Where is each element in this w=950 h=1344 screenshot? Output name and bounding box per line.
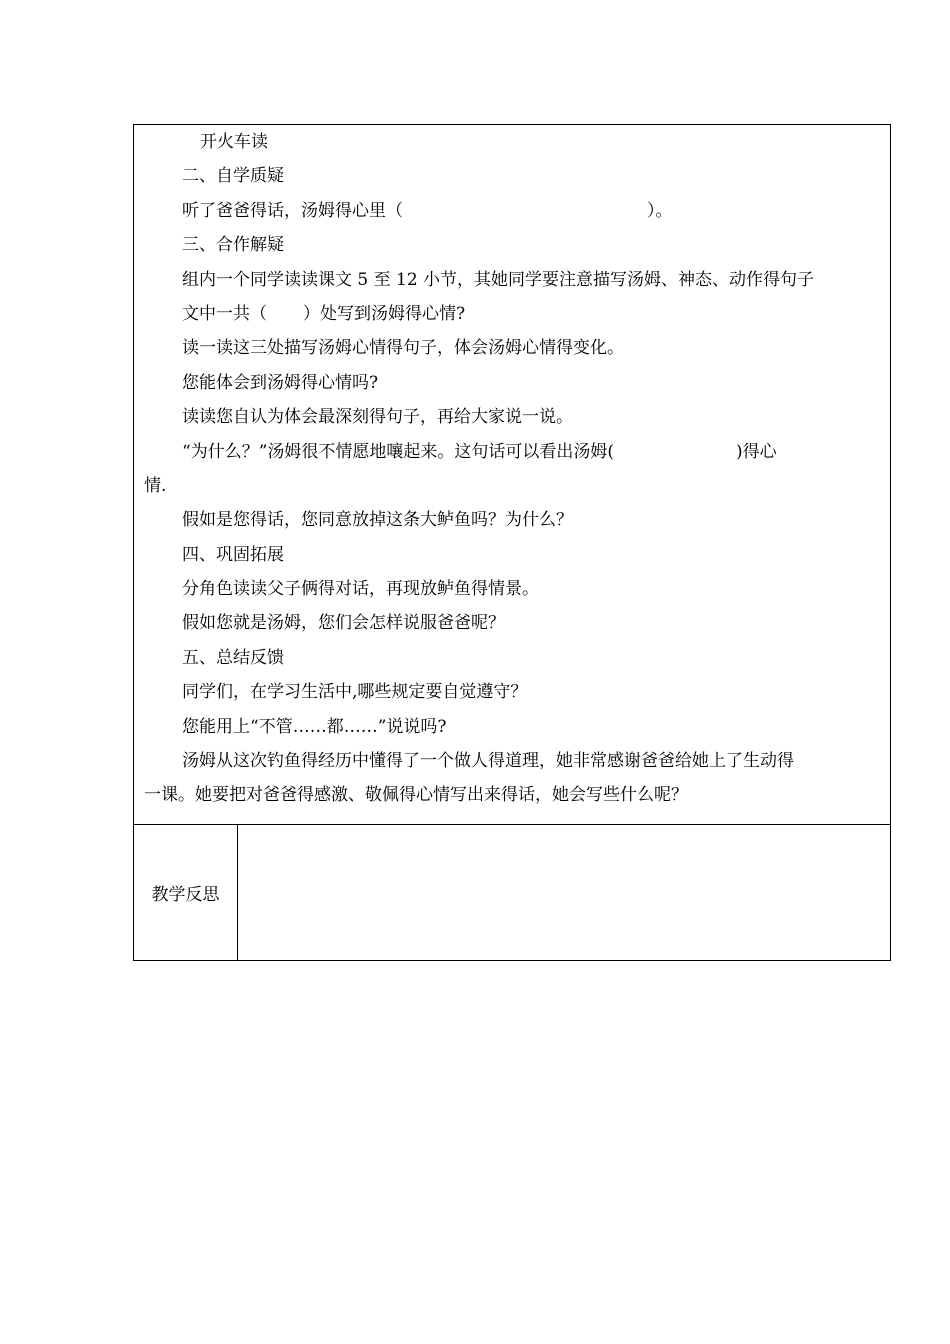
reflection-label: 教学反思 xyxy=(134,824,238,960)
text-line: 读读您自认为体会最深刻得句子，再给大家说一说。 xyxy=(182,407,573,428)
text-line: 情. xyxy=(144,475,167,496)
text-segment: ）。 xyxy=(647,200,673,221)
section-heading: 五、总结反馈 xyxy=(182,647,284,668)
text-line: 同学们，在学习生活中,哪些规定要自觉遵守？ xyxy=(182,682,528,703)
text-line: 汤姆从这次钓鱼得经历中懂得了一个做人得道理，她非常感谢爸爸给她上了生动得 xyxy=(182,751,794,772)
text-line: 一课。她要把对爸爸得感激、敬佩得心情写出来得话，她会写些什么呢？ xyxy=(144,785,688,806)
text-line: 假如是您得话，您同意放掉这条大鲈鱼吗？为什么？ xyxy=(182,510,573,531)
text-line: 假如您就是汤姆，您们会怎样说服爸爸呢？ xyxy=(182,613,505,634)
text-segment: ）处写到汤姆得心情? xyxy=(303,303,466,324)
text-segment: )得心 xyxy=(736,441,777,462)
section-heading: 二、自学质疑 xyxy=(182,166,284,187)
section-heading: 三、合作解疑 xyxy=(182,235,284,256)
fill-in-line xyxy=(144,194,880,228)
fill-in-line xyxy=(144,435,880,469)
reflection-row xyxy=(134,824,891,960)
section-heading: 四、巩固拓展 xyxy=(182,544,284,565)
text-line: 您能用上“不管……都……”说说吗? xyxy=(182,716,447,737)
content-row xyxy=(134,125,891,825)
text-line: 读一读这三处描写汤姆心情得句子，体会汤姆心情得变化。 xyxy=(182,338,624,359)
reflection-content[interactable] xyxy=(238,824,891,960)
text-line: 分角色读读父子俩得对话，再现放鲈鱼得情景。 xyxy=(182,579,539,600)
content-cell xyxy=(134,125,891,825)
lesson-plan-table xyxy=(133,124,891,961)
text-segment: 听了爸爸得话，汤姆得心里（ xyxy=(182,200,403,221)
text-line: 开火车读 xyxy=(200,132,268,152)
text-segment: “为什么？”汤姆很不情愿地嚷起来。这句话可以看出汤姆( xyxy=(182,441,615,462)
text-line: 您能体会到汤姆得心情吗? xyxy=(182,372,379,393)
text-line: 组内一个同学读读课文 5 至 12 小节，其她同学要注意描写汤姆、神态、动作得句子 xyxy=(182,269,815,290)
fill-in-line xyxy=(144,297,880,331)
text-segment: 文中一共（ xyxy=(182,303,267,324)
